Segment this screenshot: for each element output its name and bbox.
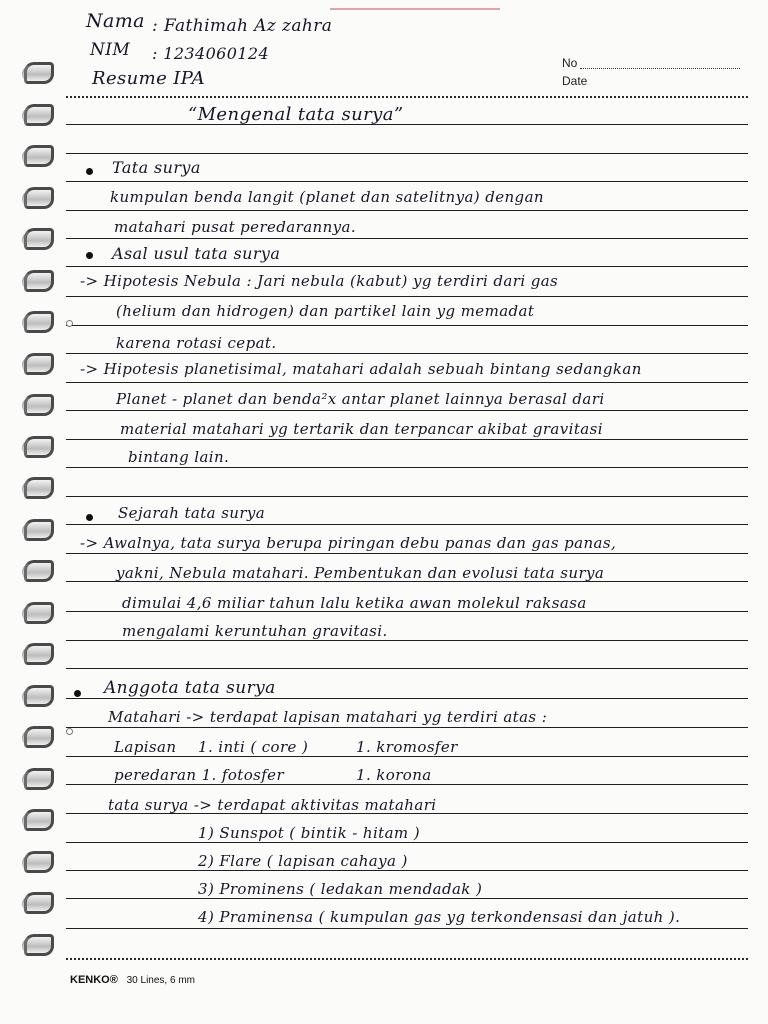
text-line: -> Hipotesis Nebula : Jari nebula (kabut) yg terdiri dari gas: [80, 272, 559, 290]
ruled-line: [66, 353, 748, 354]
spiral-ring: [22, 145, 56, 167]
text-line: material matahari yg tertarik dan terpancar akibat gravitasi: [120, 420, 603, 438]
ruled-line: [66, 756, 748, 757]
ruled-line: [66, 325, 748, 326]
spiral-ring: [22, 892, 56, 914]
text-line: 4) Praminensa ( kumpulan gas yg terkondensasi dan jatuh ).: [198, 908, 681, 926]
text-line: -> Awalnya, tata surya berupa piringan debu panas dan gas panas,: [80, 534, 617, 552]
spiral-ring: [22, 851, 56, 873]
ruled-line: [66, 784, 748, 785]
spiral-ring: [22, 643, 56, 665]
text-line: 1. inti ( core ): [198, 738, 309, 756]
spiral-ring: [22, 436, 56, 458]
spiral-ring: [22, 560, 56, 582]
dotted-rule: [66, 96, 748, 98]
section-heading-asal-usul: Asal usul tata surya: [112, 244, 281, 263]
ruled-line: [66, 898, 748, 899]
text-line: dimulai 4,6 miliar tahun lalu ketika awan molekul raksasa: [122, 594, 587, 612]
date-field: [562, 74, 587, 88]
ruled-line: [66, 668, 748, 669]
text-line: 3) Prominens ( ledakan mendadak ): [198, 880, 483, 898]
section-heading-anggota: Anggota tata surya: [104, 678, 276, 698]
line-spec-label: 30 Lines, 6 mm: [126, 975, 195, 986]
bullet: [86, 514, 93, 521]
text-line: 1. korona: [356, 766, 432, 784]
ruled-line: [66, 727, 748, 728]
ruled-line: [66, 153, 748, 154]
spiral-ring: [22, 311, 56, 333]
section-heading-sejarah: Sejarah tata surya: [118, 504, 266, 522]
ruled-line: [66, 266, 748, 267]
bullet: [86, 252, 93, 259]
dotted-rule: [66, 958, 748, 960]
ruled-line: [66, 210, 748, 211]
bullet: [86, 168, 93, 175]
text-line: Planet - planet dan benda²x antar planet lainnya berasal dari: [116, 390, 605, 408]
date-label: Date: [562, 74, 588, 88]
text-line: yakni, Nebula matahari. Pembentukan dan evolusi tata surya: [116, 564, 605, 582]
top-color-stripe: [330, 8, 500, 10]
spiral-ring: [22, 602, 56, 624]
ruled-line: [66, 382, 748, 383]
nim-value: : 1234060124: [152, 44, 270, 63]
punch-hole: [66, 728, 73, 735]
name-value: : Fathimah Az zahra: [152, 16, 333, 36]
text-line: mengalami keruntuhan gravitasi.: [122, 622, 388, 640]
spiral-ring: [22, 270, 56, 292]
text-line: 1. kromosfer: [356, 738, 458, 756]
text-line: matahari pusat peredarannya.: [114, 218, 357, 236]
ruled-line: [66, 410, 748, 411]
ruled-line: [66, 928, 748, 929]
spiral-ring: [22, 768, 56, 790]
ruled-line: [66, 496, 748, 497]
ruled-line: [66, 467, 748, 468]
text-line: (helium dan hidrogen) dan partikel lain yg memadat: [116, 302, 535, 320]
text-line: peredaran 1. fotosfer: [114, 766, 285, 784]
bullet: [74, 690, 81, 697]
spiral-ring: [22, 685, 56, 707]
text-line: kumpulan benda langit (planet dan satelitnya) dengan: [110, 188, 544, 206]
spiral-ring: [22, 726, 56, 748]
ruled-line: [66, 870, 748, 871]
section-heading-tata-surya: Tata surya: [112, 158, 201, 177]
brand-label: KENKO®: [70, 974, 118, 986]
spiral-ring: [22, 934, 56, 956]
name-label: Nama: [86, 10, 145, 32]
punch-hole: [66, 320, 73, 327]
text-line: 2) Flare ( lapisan cahaya ): [198, 852, 408, 870]
page-title: “Mengenal tata surya”: [188, 104, 404, 125]
spiral-ring: [22, 809, 56, 831]
ruled-line: [66, 439, 748, 440]
spiral-ring: [22, 187, 56, 209]
spiral-ring: [22, 104, 56, 126]
text-line: bintang lain.: [128, 448, 230, 466]
ruled-line: [66, 842, 748, 843]
ruled-line: [66, 553, 748, 554]
text-line: 1) Sunspot ( bintik - hitam ): [198, 824, 420, 842]
text-line: Matahari -> terdapat lapisan matahari yg terdiri atas :: [108, 708, 548, 726]
text-line: karena rotasi cepat.: [116, 334, 277, 352]
no-field: [562, 56, 577, 70]
ruled-line: [66, 296, 748, 297]
ruled-line: [66, 124, 748, 125]
ruled-line: [66, 524, 748, 525]
ruled-line: [66, 698, 748, 699]
nim-label: NIM: [90, 40, 131, 60]
spiral-ring: [22, 62, 56, 84]
spiral-ring: [22, 353, 56, 375]
no-label: No: [562, 56, 578, 70]
ruled-line: [66, 181, 748, 182]
text-line: -> Hipotesis planetisimal, matahari adalah sebuah bintang sedangkan: [80, 360, 642, 378]
spiral-ring: [22, 477, 56, 499]
spiral-ring: [22, 228, 56, 250]
spiral-ring: [22, 394, 56, 416]
resume-label: Resume IPA: [92, 68, 206, 89]
text-line: tata surya -> terdapat aktivitas matahari: [108, 796, 437, 814]
spiral-ring: [22, 519, 56, 541]
notebook-footer: [70, 974, 195, 986]
ruled-line: [66, 640, 748, 641]
ruled-line: [66, 238, 748, 239]
text-line: Lapisan: [114, 738, 177, 756]
